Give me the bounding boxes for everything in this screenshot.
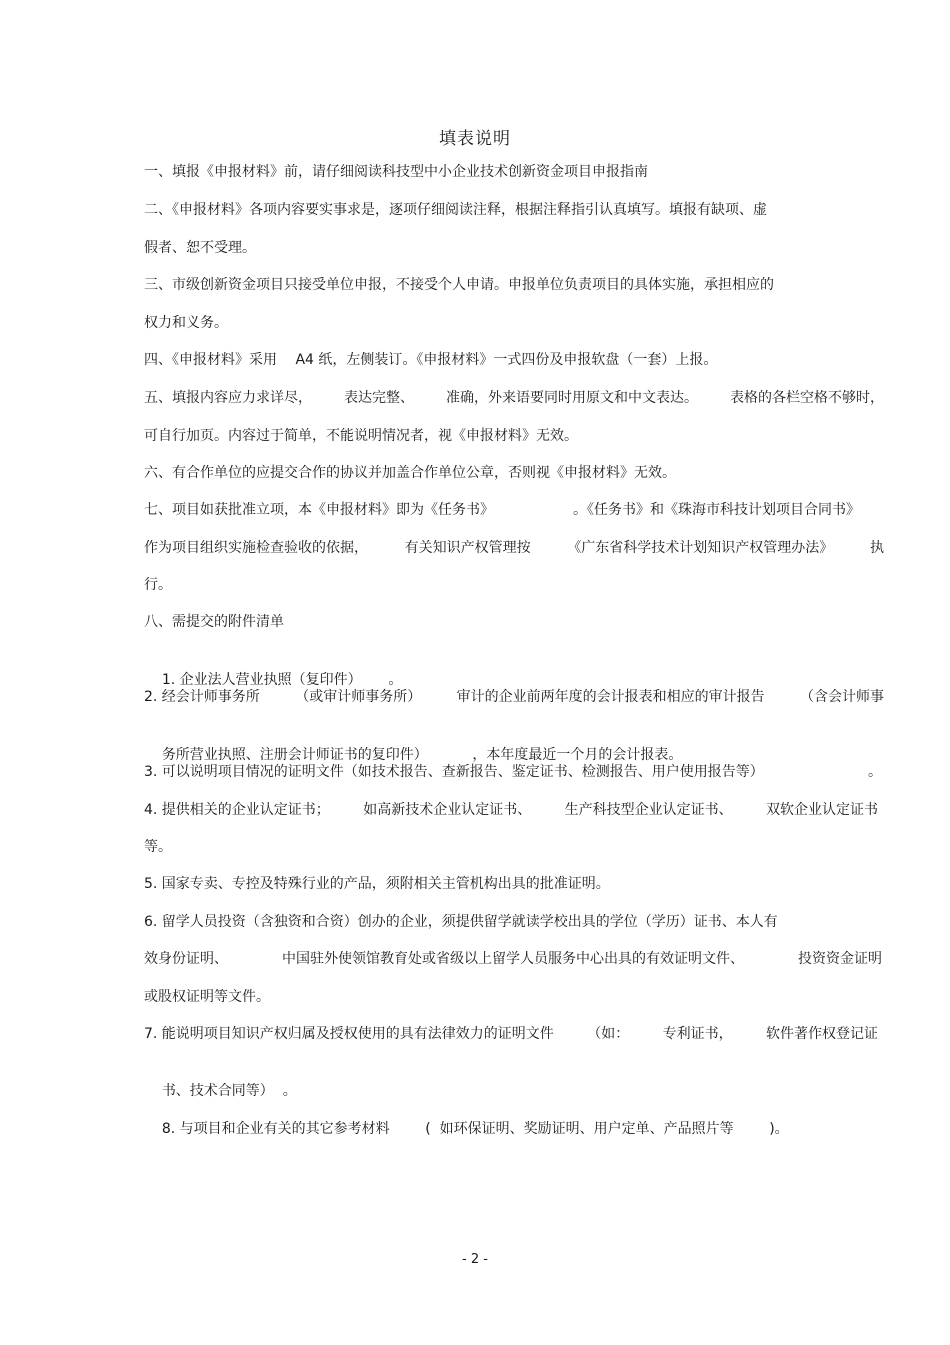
attachment-4-part-b: 如高新技术企业认定证书、 [363,802,532,818]
item-2-line-2: 假者、恕不受理。 [144,240,256,256]
item-7-line-3: 行。 [144,577,172,593]
attachment-4-line-2: 等。 [144,839,172,855]
attachment-7-part-a: 7. 能说明项目知识产权归属及授权使用的具有法律效力的证明文件 [144,1026,554,1042]
item-7-part-c: 作为项目组织实施检查验收的依据， [144,540,368,556]
item-5-part-b: 表达完整、 [344,390,414,406]
item-5-line-1 [144,388,884,408]
attachment-8-part-c: 如环保证明、奖励证明、用户定单、产品照片等 [439,1121,734,1137]
item-7-line-2 [144,538,884,558]
attachment-7-part-e: 书、技术合同等） [161,1083,274,1099]
item-7-part-f: 执 [869,540,884,556]
attachment-4-part-a: 4. 提供相关的企业认定证书； [144,802,330,818]
item-5-part-c: 准确，外来语要同时用原文和中文表达。 [446,390,698,406]
attachment-6-line-2 [144,949,882,969]
attachment-7-part-c: 专利证书， [662,1026,733,1042]
attachment-7-part-f: 。 [282,1083,297,1099]
attachment-7-part-b: （如： [587,1026,630,1042]
attachment-1-end: 。 [388,672,403,688]
item-1: 一、填报《申报材料》前，请仔细阅读科技型中小企业技术创新资金项目申报指南 [144,164,648,180]
item-7-line-1 [144,500,860,520]
attachment-4-line-1 [144,800,878,820]
attachment-2-line-1 [144,687,884,707]
item-3-line-1: 三、市级创新资金项目只接受单位申报，不接受个人申请。申报单位负责项目的具体实施，承担相应的 [144,277,774,293]
page-title: 填表说明 [439,129,511,149]
attachment-6-line-3: 或股权证明等文件。 [144,989,270,1005]
item-7-part-d: 有关知识产权管理按 [404,540,531,556]
item-5-part-d: 表格的各栏空格不够时， [730,390,884,406]
attachment-3 [144,762,882,782]
attachment-8 [144,1099,789,1159]
attachment-8-part-a: 8. 与项目和企业有关的其它参考材料 [161,1121,390,1137]
attachment-8-part-b: ( [425,1121,431,1137]
attachment-2-part-c: 审计的企业前两年度的会计报表和相应的审计报告 [456,689,765,705]
item-4: 四、《申报材料》采用 A4 纸，左侧装订。《申报材料》一式四份及申报软盘（一套）上报。 [144,352,718,368]
item-3-line-2: 权力和义务。 [144,315,228,331]
item-2-line-1: 二、《申报材料》各项内容要实事求是，逐项仔细阅读注释，根据注释指引认真填写。填报有缺项、虚 [144,202,767,218]
item-7-part-e: 《广东省科学技术计划知识产权管理办法》 [567,540,834,556]
attachment-6-part-c: 投资资金证明 [798,951,882,967]
item-8-heading: 八、需提交的附件清单 [144,614,284,630]
attachment-8-part-d: )。 [769,1121,789,1137]
attachment-6-line-1: 6. 留学人员投资（含独资和合资）创办的企业，须提供留学就读学校出具的学位（学历）证书、本人有 [144,914,778,930]
attachment-7-part-d: 软件著作权登记证 [765,1026,878,1042]
attachment-2-part-b: （或审计师事务所） [295,689,422,705]
attachment-1-text: 1. 企业法人营业执照（复印件） [161,672,362,688]
item-5-line-2: 可自行加页。内容过于简单，不能说明情况者，视《申报材料》无效。 [144,428,578,444]
attachment-7-line-1 [144,1024,878,1044]
item-6: 六、有合作单位的应提交合作的协议并加盖合作单位公章，否则视《申报材料》无效。 [144,465,676,481]
attachment-4-part-d: 双软企业认定证书 [765,802,878,818]
attachment-2-part-f: ，本年度最近一个月的会计报表。 [472,747,683,763]
item-5-part-a: 五、填报内容应力求详尽， [144,390,312,406]
attachment-3-text: 3. 可以说明项目情况的证明文件（如技术报告、查新报告、鉴定证书、检测报告、用户使用报告等） [144,764,764,780]
attachment-2-part-e: 务所营业执照、注册会计师证书的复印件） [161,747,428,763]
attachment-6-part-b: 中国驻外使领馆教育处或省级以上留学人员服务中心出具的有效证明文件、 [282,951,744,967]
attachment-6-part-a: 效身份证明、 [144,951,228,967]
attachment-3-end: 。 [868,764,882,780]
attachment-2-part-a: 2. 经会计师事务所 [144,689,260,705]
attachment-2-part-d: （含会计师事 [799,689,884,705]
item-7-part-b: 。《任务书》和《珠海市科技计划项目合同书》 [573,502,860,518]
item-7-part-a: 七、项目如获批准立项，本《申报材料》即为《任务书》 [144,502,494,518]
attachment-4-part-c: 生产科技型企业认定证书、 [564,802,733,818]
attachment-5: 5. 国家专卖、专控及特殊行业的产品，须附相关主管机构出具的批准证明。 [144,876,610,892]
page-number: - 2 - [462,1252,488,1267]
